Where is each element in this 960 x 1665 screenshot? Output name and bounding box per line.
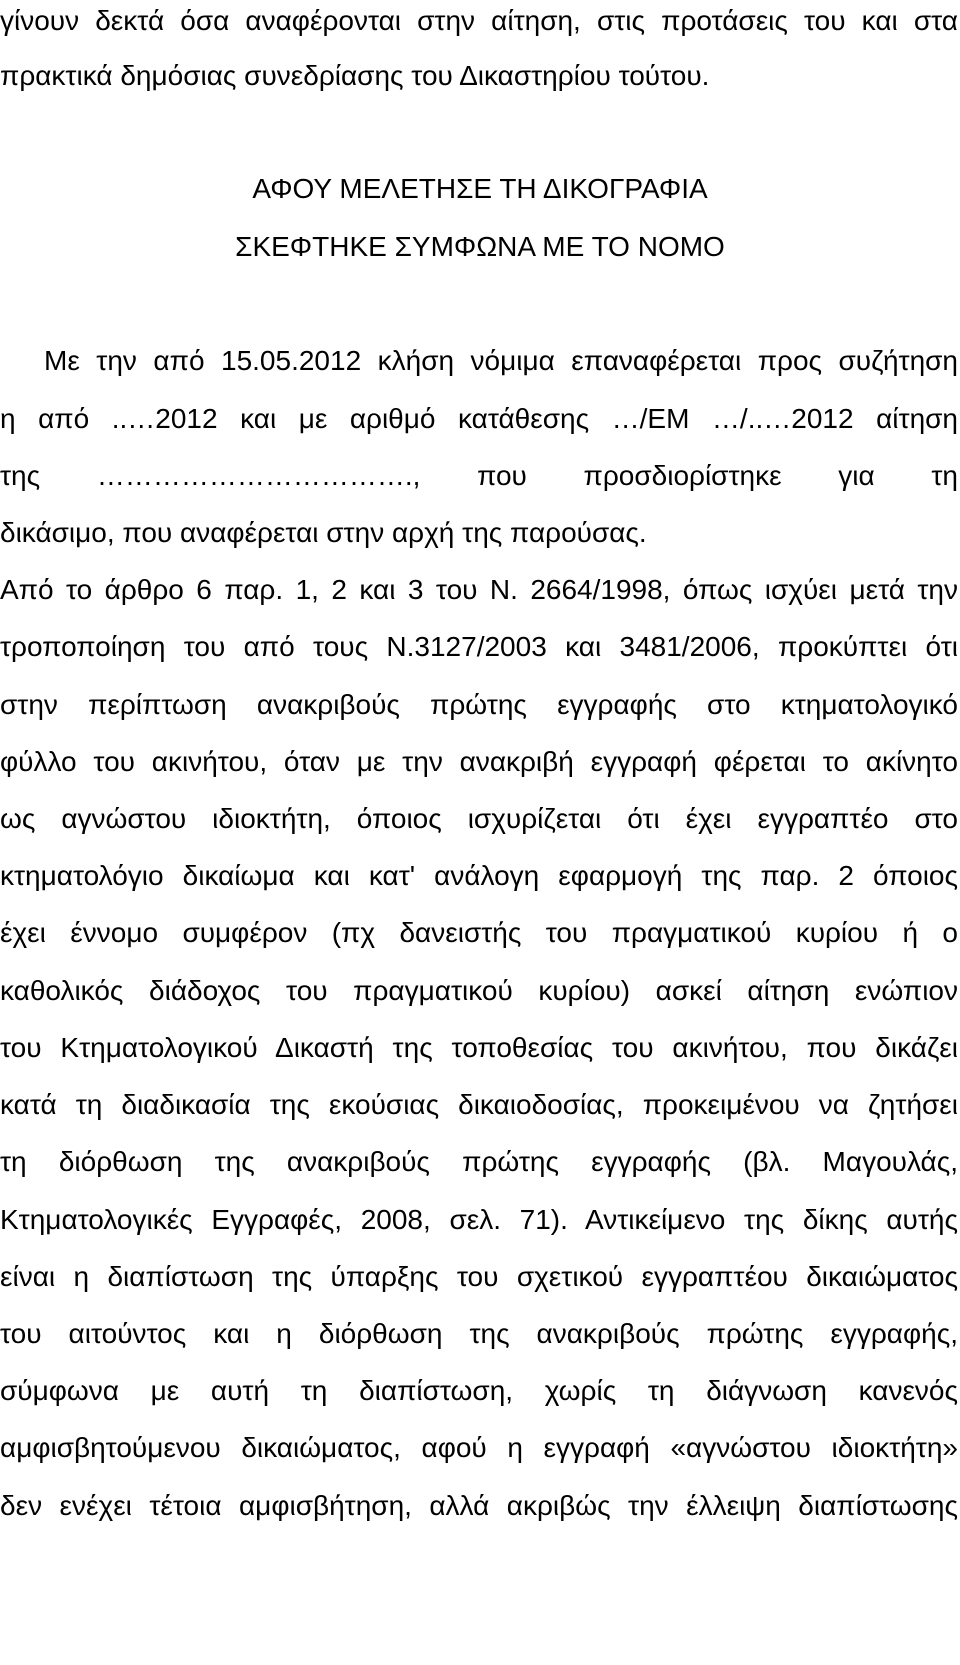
- text-line: Με την από 15.05.2012 κλήση νόμιμα επαναφέρεται προς συζήτηση: [44, 345, 958, 376]
- text-line: του Κτηματολογικού Δικαστή της τοποθεσίας του ακινήτου, που δικάζει: [0, 1032, 958, 1063]
- text-line: κτηματολόγιο δικαίωμα και κατ' ανάλογη εφαρμογή της παρ. 2 όποιος: [0, 860, 958, 891]
- text-line: σύμφωνα με αυτή τη διαπίστωση, χωρίς τη διάγνωση κανενός: [0, 1375, 958, 1406]
- text-line: έχει έννομο συμφέρον (πχ δανειστής του πραγματικού κυρίου ή ο: [0, 917, 958, 948]
- text-line: αμφισβητούμενου δικαιώματος, αφού η εγγραφή «αγνώστου ιδιοκτήτη»: [0, 1432, 958, 1463]
- text-line: ως αγνώστου ιδιοκτήτη, όποιος ισχυρίζεται ότι έχει εγγραπτέο στο: [0, 803, 958, 834]
- text-line: δικάσιμο, που αναφέρεται στην αρχή της παρούσας.: [0, 517, 647, 548]
- text-line: η από ..…2012 και με αριθμό κατάθεσης …/ΕΜ …/..…2012 αίτηση: [0, 403, 958, 434]
- text-line: της ……………………………., που προσδιορίστηκε για τη: [0, 460, 958, 491]
- text-line: δεν ενέχει τέτοια αμφισβήτηση, αλλά ακριβώς την έλλειψη διαπίστωσης: [0, 1490, 958, 1521]
- text-line: τη διόρθωση της ανακριβούς πρώτης εγγραφής (βλ. Μαγουλάς,: [0, 1146, 958, 1177]
- text-line: του αιτούντος και η διόρθωση της ανακριβούς πρώτης εγγραφής,: [0, 1318, 958, 1349]
- text-line: πρακτικά δημόσιας συνεδρίασης του Δικαστηρίου τούτου.: [0, 60, 710, 91]
- heading-line: ΣΚΕΦΤΗΚΕ ΣΥΜΦΩΝΑ ΜΕ ΤΟ ΝΟΜΟ: [235, 231, 725, 262]
- text-line: καθολικός διάδοχος του πραγματικού κυρίου) ασκεί αίτηση ενώπιον: [0, 975, 958, 1006]
- text-line: γίνουν δεκτά όσα αναφέρονται στην αίτηση, στις προτάσεις του και στα: [0, 5, 958, 36]
- text-line: είναι η διαπίστωση της ύπαρξης του σχετικού εγγραπτέου δικαιώματος: [0, 1261, 958, 1292]
- text-line: Από το άρθρο 6 παρ. 1, 2 και 3 του Ν. 2664/1998, όπως ισχύει μετά την: [0, 574, 958, 605]
- text-line: Κτηματολογικές Εγγραφές, 2008, σελ. 71). Αντικείμενο της δίκης αυτής: [0, 1204, 958, 1235]
- text-line: φύλλο του ακινήτου, όταν με την ανακριβή εγγραφή φέρεται το ακίνητο: [0, 746, 958, 777]
- text-line: στην περίπτωση ανακριβούς πρώτης εγγραφής στο κτηματολογικό: [0, 689, 958, 720]
- heading-line: ΑΦΟΥ ΜΕΛΕΤΗΣΕ ΤΗ ΔΙΚΟΓΡΑΦΙΑ: [252, 173, 708, 204]
- text-line: κατά τη διαδικασία της εκούσιας δικαιοδοσίας, προκειμένου να ζητήσει: [0, 1089, 958, 1120]
- text-line: τροποποίηση του από τους Ν.3127/2003 και 3481/2006, προκύπτει ότι: [0, 631, 958, 662]
